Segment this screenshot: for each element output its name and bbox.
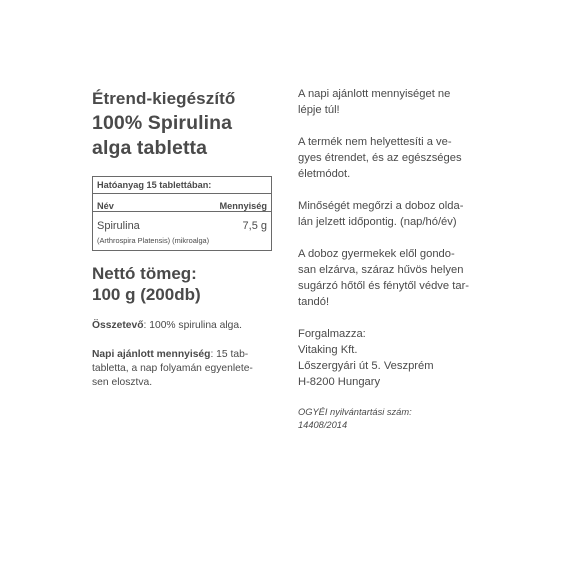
text-line: Vitaking Kft. (298, 344, 358, 356)
ingredients-label: Összetevő (92, 320, 144, 331)
row-amount: 7,5 g (242, 220, 267, 232)
net-weight-value: 100 g (200db) (92, 285, 201, 304)
text-line: sugárzó hőtől és fénytől védve tar- (298, 280, 470, 292)
text-line: Minőségét megőrzi a doboz olda- (298, 200, 464, 212)
text-line: san elzárva, száraz hűvös helyen (298, 264, 464, 276)
registration-info (298, 406, 480, 432)
text-line: Lőszergyári út 5. Veszprém (298, 360, 434, 372)
daily-dose (92, 348, 272, 390)
table-header: Hatóanyag 15 tablettában: (93, 177, 272, 194)
best-before-paragraph (298, 198, 480, 230)
daily-dose-text-1: : 15 tab- (210, 349, 249, 360)
text-line: Forgalmazza: (298, 328, 366, 340)
title-line-3: alga tabletta (92, 137, 208, 159)
title-line-1: Étrend-kiegészítő (92, 89, 236, 108)
ingredients (92, 319, 272, 333)
daily-dose-text-3: sen elosztva. (92, 377, 153, 388)
text-line: gyes étrendet, és az egészséges (298, 152, 462, 164)
column-amount: Mennyiség (178, 194, 271, 212)
text-line: életmódot. (298, 168, 351, 180)
text-line: A napi ajánlott mennyiséget ne (298, 88, 451, 100)
text-line: A doboz gyermekek elől gondo- (298, 248, 455, 260)
left-column (92, 86, 272, 390)
diet-paragraph (298, 134, 480, 182)
daily-dose-text-2: tabletta, a nap folyamán egyenlete- (92, 363, 253, 374)
net-weight-label: Nettó tömeg: (92, 264, 197, 283)
storage-paragraph (298, 246, 480, 310)
text-line: lépje túl! (298, 104, 340, 116)
text-line: A termék nem helyettesíti a ve- (298, 136, 452, 148)
registration-label: OGYÉI nyilvántartási szám: (298, 407, 412, 417)
warning-paragraph (298, 86, 480, 118)
product-title (92, 86, 272, 161)
title-line-2: 100% Spirulina (92, 112, 233, 134)
nutrition-table (92, 176, 272, 251)
registration-number: 14408/2014 (298, 420, 348, 430)
column-name: Név (93, 194, 179, 212)
row-name: Spirulina (97, 220, 140, 232)
row-subtitle: (Arthrospira Platensis) (mikroalga) (97, 235, 210, 245)
net-weight (92, 263, 272, 305)
right-column (298, 86, 480, 432)
daily-dose-label: Napi ajánlott mennyiség (92, 349, 211, 360)
text-line: lán jelzett időpontig. (nap/hó/év) (298, 216, 457, 228)
ingredients-text: : 100% spirulina alga. (143, 320, 242, 331)
text-line: tandó! (298, 296, 330, 308)
text-line: H-8200 Hungary (298, 376, 381, 388)
distributor-paragraph (298, 326, 480, 390)
